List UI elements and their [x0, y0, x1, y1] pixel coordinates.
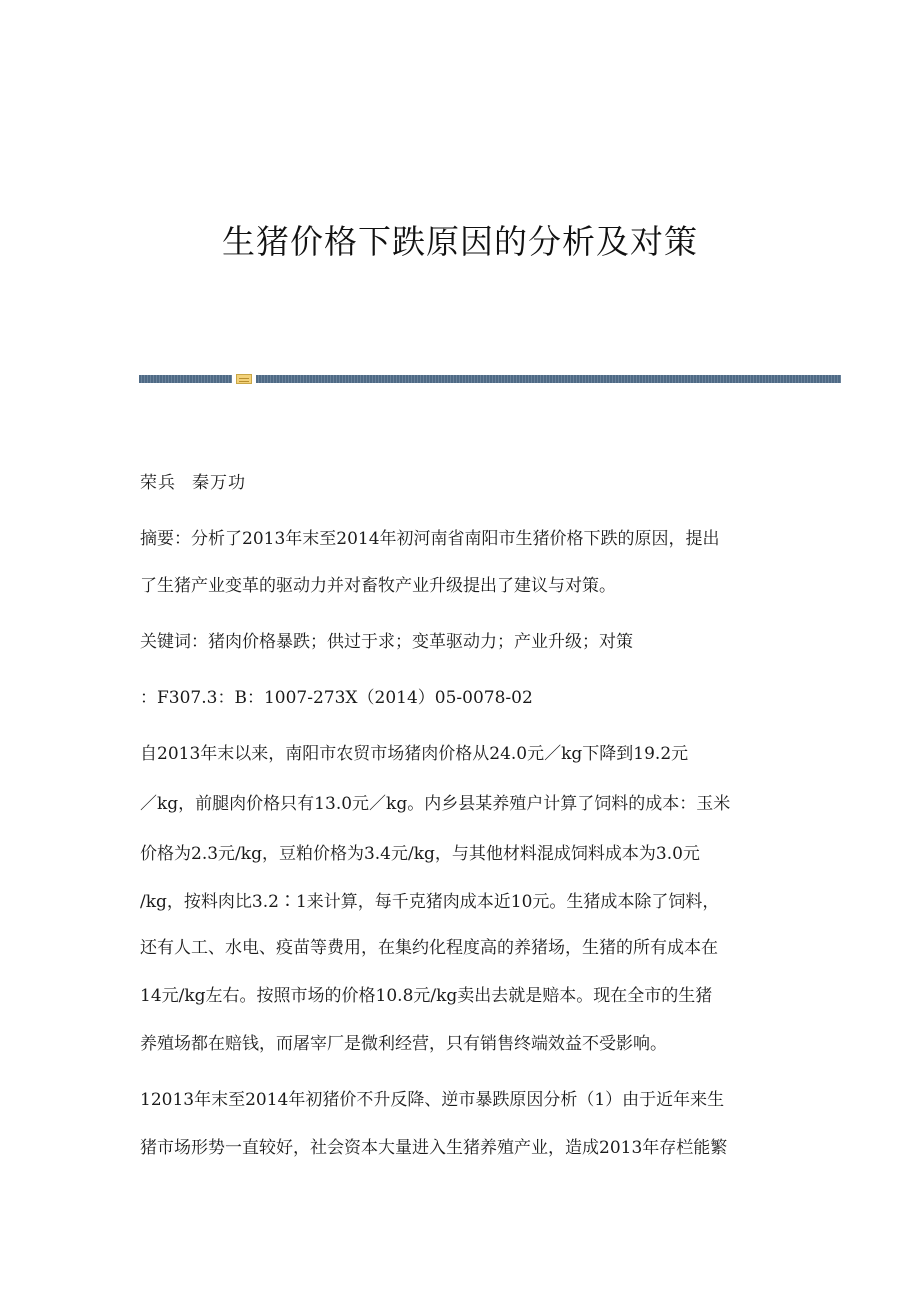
paragraph-line: 14元/kg左右。按照市场的价格10.8元/kg卖出去就是赔本。现在全市的生猪 [140, 986, 713, 1006]
classification-codes: ：F307.3：B：1007-273X（2014）05-0078-02 [140, 688, 533, 708]
paragraph-line: 自2013年末以来，南阳市农贸市场猪肉价格从24.0元／kg下降到19.2元 [140, 744, 689, 764]
authors [140, 475, 246, 492]
abstract-line: 了生猪产业变革的驱动力并对畜牧产业升级提出了建议与对策。 [140, 576, 616, 596]
paragraph-line: 养殖场都在赔钱，而屠宰厂是微利经营，只有销售终端效益不受影响。 [140, 1034, 667, 1054]
paragraph-line: 12013年末至2014年初猪价不升反降、逆市暴跌原因分析（1）由于近年来生 [140, 1090, 725, 1110]
divider-bar-left [139, 375, 232, 383]
keywords: 关键词：猪肉价格暴跌；供过于求；变革驱动力；产业升级；对策 [140, 632, 633, 652]
paragraph-line: /kg，按料肉比3.2∶1来计算，每千克猪肉成本近10元。生猪成本除了饲料， [140, 892, 720, 912]
abstract-line: 摘要：分析了2013年末至2014年初河南省南阳市生猪价格下跌的原因，提出 [140, 529, 720, 549]
author-name: 荣兵 [140, 473, 176, 493]
paragraph-line: 价格为2.3元/kg，豆粕价格为3.4元/kg，与其他材料混成饲料成本为3.0元 [140, 844, 700, 864]
paragraph-line: 还有人工、水电、疫苗等费用，在集约化程度高的养猪场，生猪的所有成本在 [140, 938, 718, 958]
divider-bar-right [256, 375, 841, 383]
document-title: 生猪价格下跌原因的分析及对策 [222, 222, 698, 261]
paragraph-line: 猪市场形势一直较好，社会资本大量进入生猪养殖产业，造成2013年存栏能繁 [140, 1138, 728, 1158]
author-name: 秦万功 [192, 473, 246, 493]
title-divider [139, 374, 841, 384]
divider-ornament-icon [236, 374, 252, 384]
paragraph-line: ／kg，前腿肉价格只有13.0元／kg。内乡县某养殖户计算了饲料的成本：玉米 [140, 794, 731, 814]
